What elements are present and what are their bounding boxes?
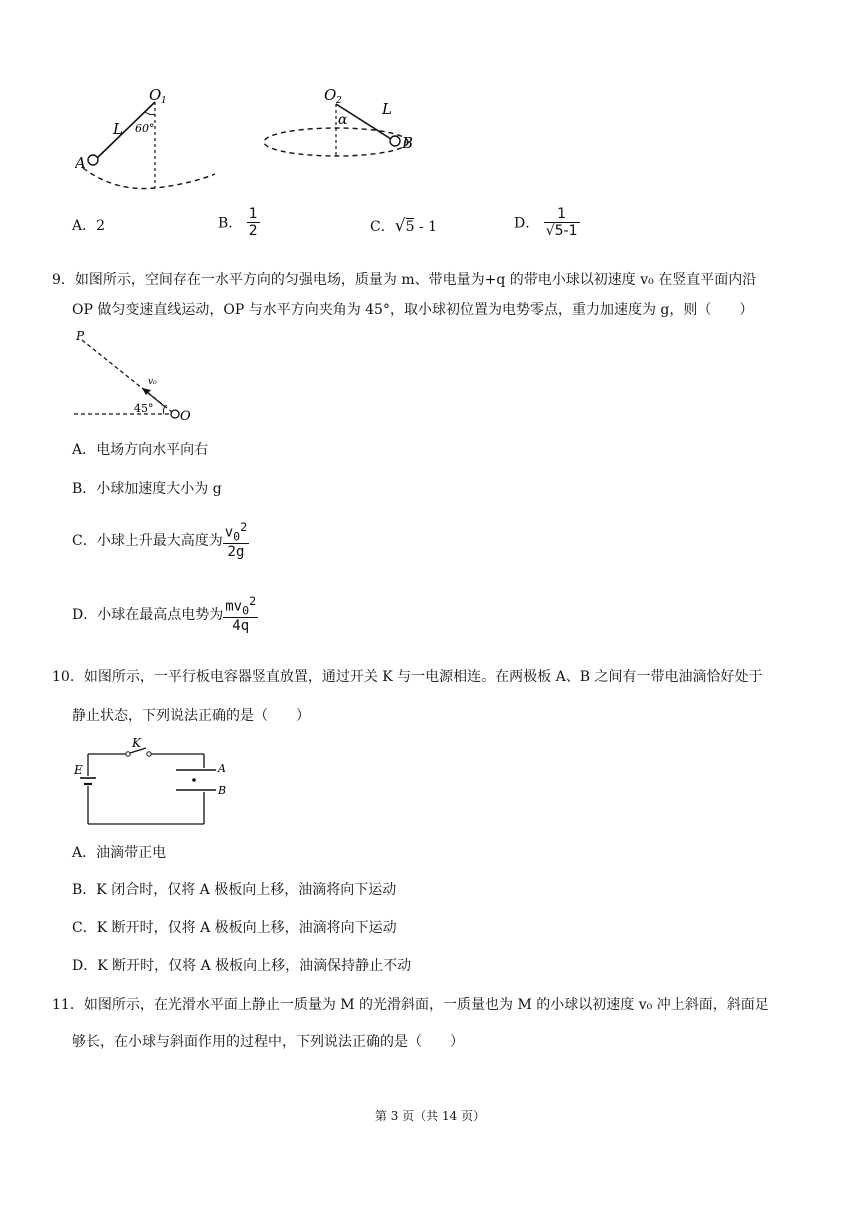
q9-figure [72,328,202,420]
q11-stem-line-2: 够长，在小球与斜面作用的过程中，下列说法正确的是（ ） [72,1034,464,1050]
q9-option-b: B．小球加速度大小为 g [72,481,222,497]
fig2-label-l: L [382,100,392,118]
q9-option-a: A．电场方向水平向右 [72,442,209,458]
q9-stem-line-1: 9．如图所示，空间存在一水平方向的匀强电场，质量为 m、带电量为+q 的带电小球以初速度 v₀ 在竖直平面内沿 [52,272,757,288]
q9-fig-label-v: v₀ [148,377,157,387]
q10-fig-label-e: E [74,763,83,777]
pendulum-figure-2 [258,82,423,164]
q9-fig-label-angle: 45° [134,402,154,415]
q10-fig-label-a: A [218,762,226,775]
q9-option-d: D．小球在最高点电势为 $\frac{mv_0^2}{4q}$ [72,594,257,635]
q9-option-c: C．小球上升最大高度为 $\frac{v_0^2}{2g}$ [72,520,248,561]
q9-fig-label-p: P [76,329,85,343]
q8-option-d: D． $\frac{1}{√5-1}$ [514,206,578,239]
q10-fig-label-k: K [132,738,141,750]
q9-stem-line-2: OP 做匀变速直线运动，OP 与水平方向夹角为 45°，取小球初位置为电势零点，重力加速度为 g，则（ ） [72,302,754,318]
fig1-label-angle: 60° [135,122,155,135]
fig1-label-l: L [113,120,123,138]
q10-option-c: C．K 断开时，仅将 A 极板向上移，油滴将向下运动 [72,920,397,936]
pendulum-figure-1 [75,82,225,194]
q10-option-d: D．K 断开时，仅将 A 极板向上移，油滴保持静止不动 [72,958,412,974]
q11-stem-line-1: 11．如图所示，在光滑水平面上静止一质量为 M 的光滑斜面，一质量也为 M 的小球以初速度 v₀ 冲上斜面，斜面足 [52,997,769,1013]
q10-fig-label-b: B [218,784,227,797]
fig1-label-o-sub: 1 [161,96,167,106]
fig2-label-o: O [324,86,337,104]
q10-stem-line-2: 静止状态，下列说法正确的是（ ） [72,708,310,724]
fig2-label-o-sub: 2 [336,96,342,106]
q10-option-a: A．油滴带正电 [72,845,167,861]
q10-option-b: B．K 闭合时，仅将 A 极板向上移，油滴将向下运动 [72,882,397,898]
fig1-label-o: O [149,86,162,104]
q9-fig-label-o: O [180,409,191,420]
q10-stem-line-1: 10．如图所示，一平行板电容器竖直放置，通过开关 K 与一电源相连。在两极板 A、B 之间有一带电油滴恰好处于 [52,669,763,685]
page-footer: 第 3 页（共 14 页） [374,1109,486,1123]
fig2-label-angle: α [338,112,348,128]
fig1-label-a: A [75,154,86,172]
q10-circuit-figure [72,738,237,830]
q8-option-a: A．2 [72,218,106,234]
q8-option-b: B． $\frac{1}{2}$ [218,206,258,239]
fig2-label-b: B [402,134,414,152]
q8-option-c: C．√5 - 1 [370,216,438,236]
